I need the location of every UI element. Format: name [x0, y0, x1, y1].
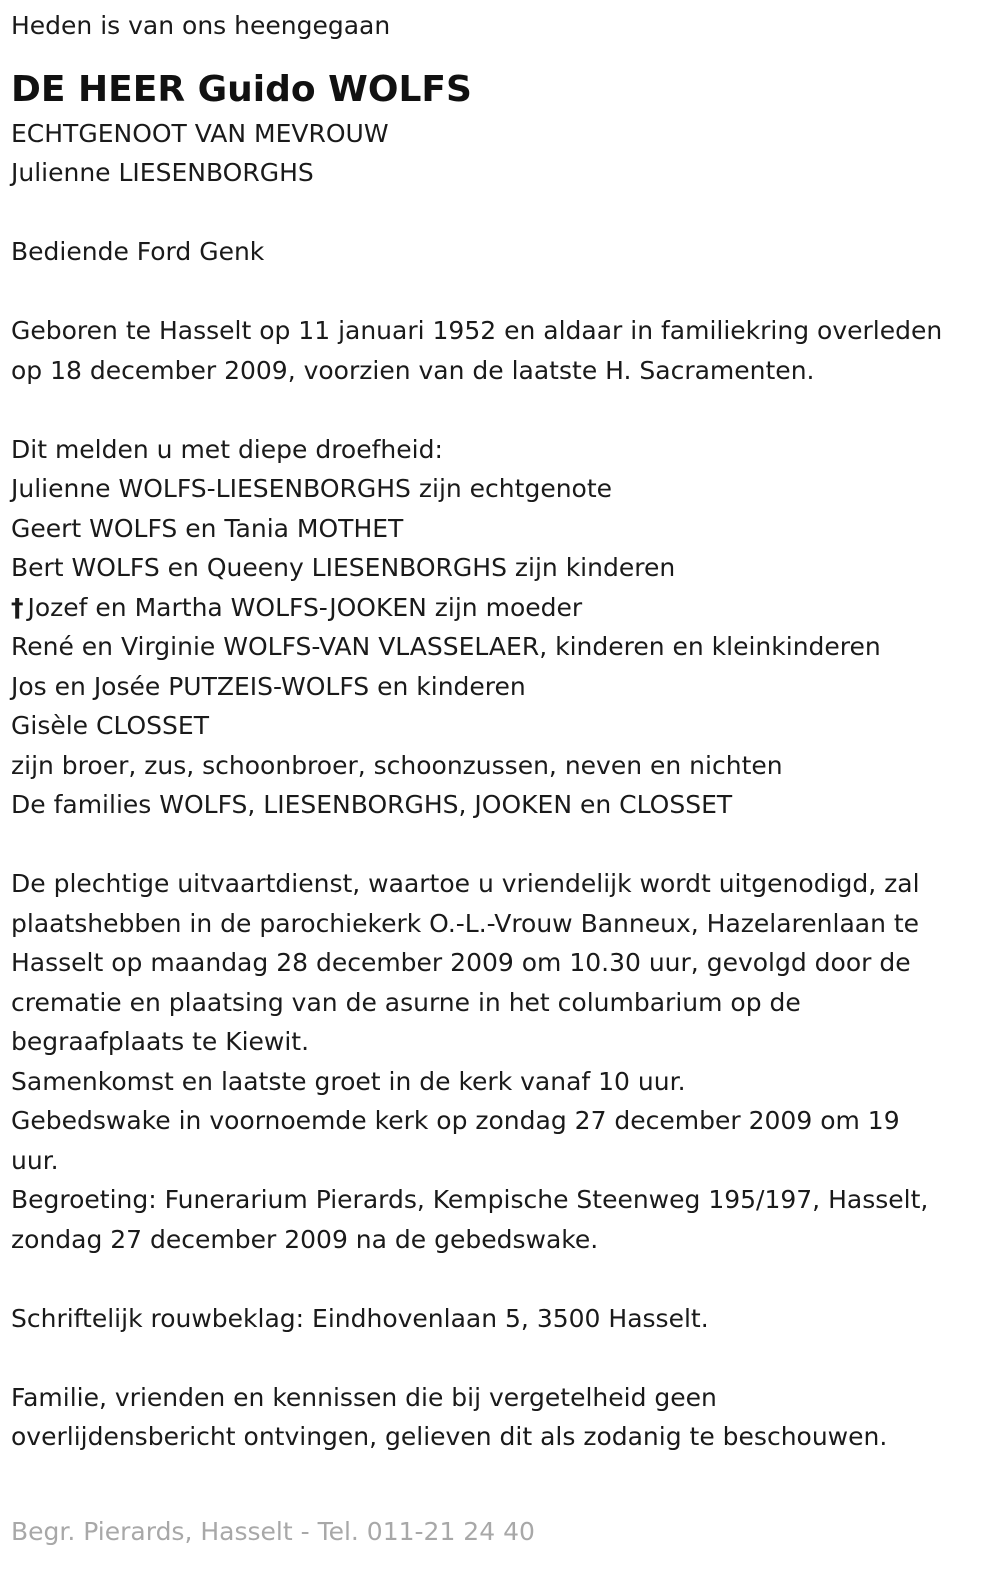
service-line: begraafplaats te Kiewit.	[11, 1027, 310, 1056]
mourner-line: Gisèle CLOSSET	[11, 711, 209, 740]
mourner-line: René en Virginie WOLFS-VAN VLASSELAER, kinderen en kleinkinderen	[11, 632, 881, 661]
mourner-line-text: Jozef en Martha WOLFS-JOOKEN zijn moeder	[27, 592, 583, 622]
spacer	[11, 1338, 1000, 1378]
service-line: crematie en plaatsing van de asurne in het columbarium op de	[11, 987, 801, 1017]
cross-icon: †	[11, 592, 24, 622]
service-line: Samenkomst en laatste groet in de kerk vanaf 10 uur.	[11, 1066, 686, 1096]
birth-death-line: Geboren te Hasselt op 11 januari 1952 en aldaar in familiekring overleden	[11, 316, 943, 345]
service-line: Hasselt op maandag 28 december 2009 om 10.30 uur, gevolgd door de	[11, 948, 911, 977]
intro-text: Heden is van ons heengegaan	[11, 11, 391, 40]
closing-line: Familie, vrienden en kennissen die bij vergetelheid geen	[11, 1382, 717, 1412]
mourner-line: De families WOLFS, LIESENBORGHS, JOOKEN en CLOSSET	[11, 790, 733, 819]
deceased-name: DE HEER Guido WOLFS	[11, 68, 472, 110]
birth-death-line: op 18 december 2009, voorzien van de laatste H. Sacramenten.	[11, 355, 815, 385]
condolence-address: Schriftelijk rouwbeklag: Eindhovenlaan 5, 3500 Hasselt.	[11, 1303, 709, 1333]
spacer	[11, 1259, 1000, 1299]
mourner-line: Jos en Josée PUTZEIS-WOLFS en kinderen	[11, 671, 526, 701]
mourner-line: zijn broer, zus, schoonbroer, schoonzussen, neven en nichten	[11, 750, 783, 780]
mourner-line-deceased	[11, 588, 1000, 628]
spacer	[11, 193, 1000, 233]
spouse-title: ECHTGENOOT VAN MEVROUW	[11, 118, 389, 148]
spacer	[11, 390, 1000, 430]
mourner-line: Julienne WOLFS-LIESENBORGHS zijn echtgenote	[11, 474, 613, 503]
mourners-intro: Dit melden u met diepe droefheid:	[11, 434, 443, 464]
service-line: plaatshebben in de parochiekerk O.-L.-Vrouw Banneux, Hazelarenlaan te	[11, 908, 920, 938]
occupation: Bediende Ford Genk	[11, 237, 265, 266]
service-line: Gebedswake in voornoemde kerk op zondag 27 december 2009 om 19	[11, 1106, 900, 1135]
service-line: Begroeting: Funerarium Pierards, Kempische Steenweg 195/197, Hasselt,	[11, 1185, 929, 1214]
closing-line: overlijdensbericht ontvingen, gelieven dit als zodanig te beschouwen.	[11, 1422, 888, 1451]
spacer	[11, 825, 1000, 865]
service-line: De plechtige uitvaartdienst, waartoe u vriendelijk wordt uitgenodigd, zal	[11, 869, 920, 898]
service-line: uur.	[11, 1145, 59, 1175]
service-line: zondag 27 december 2009 na de gebedswake.	[11, 1224, 599, 1254]
mourner-line: Bert WOLFS en Queeny LIESENBORGHS zijn kinderen	[11, 553, 676, 582]
spouse-name: Julienne LIESENBORGHS	[11, 158, 314, 187]
footer-credit: Begr. Pierards, Hasselt - Tel. 011-21 24 40	[11, 1517, 535, 1546]
mourner-line: Geert WOLFS en Tania MOTHET	[11, 513, 404, 543]
spacer	[11, 272, 1000, 312]
